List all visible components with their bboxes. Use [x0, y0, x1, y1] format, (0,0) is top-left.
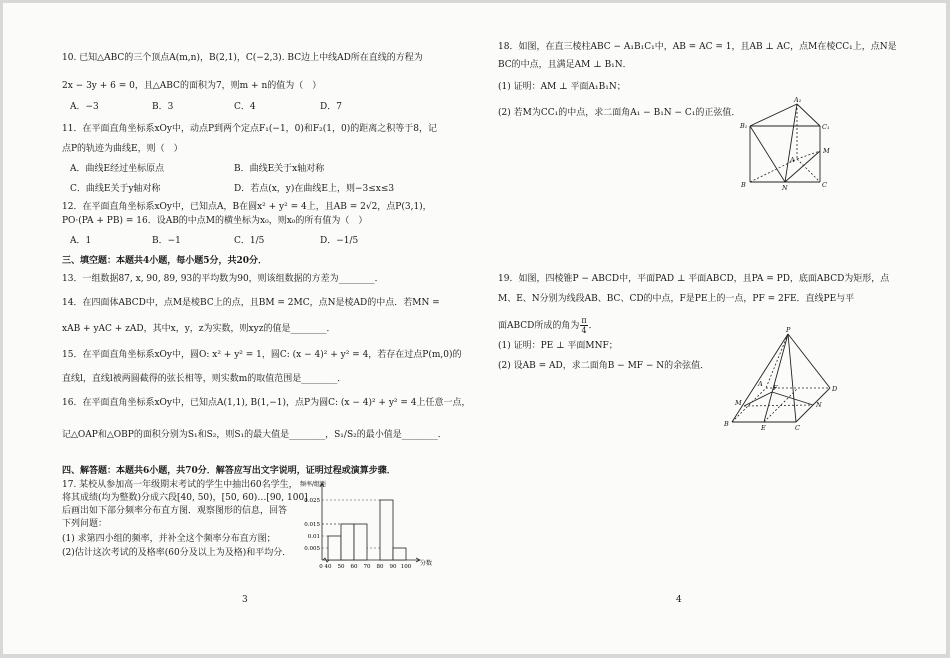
q19-stem-line2: M、E、N分别为线段AB、BC、CD的中点，F是PE上的一点，PF = 2FE．直线PE与平 — [498, 294, 855, 304]
q14-stem-line2: xAB + yAC + zAD，其中x，y，z为实数，则xyz的值是________． — [62, 324, 336, 334]
q11-option-a: A．曲线E经过坐标原点 — [70, 164, 165, 174]
y-tick-label: 0.005 — [304, 546, 320, 552]
hidden-segment-a-m — [797, 151, 820, 159]
q19-part2: (2) 设AB = AD，求二面角B − MF − N的余弦值． — [498, 361, 710, 371]
segment-f-n — [772, 392, 813, 405]
q12-option-d: D．−1/5 — [320, 236, 359, 246]
label-e: E — [761, 424, 766, 430]
segment-p-e — [764, 334, 788, 422]
frequency-histogram — [292, 476, 440, 588]
histogram-bar — [393, 548, 406, 560]
q14-stem-line1: 14．在四面体ABCD中，点M是棱BC上的点，且BM = 2MC，点N是棱AD的中点．若MN = — [62, 298, 440, 308]
q17-line-1: 17. 某校从参加高一年级期末考试的学生中抽出60名学生， — [62, 480, 298, 490]
q10-option-d: D．7 — [320, 102, 342, 112]
q15-stem-line1: 15．在平面直角坐标系xOy中，圆O: x² + y² = 1，圆C: (x − 4)² + y² = 4，若存在过点P(m,0)的 — [62, 350, 462, 360]
q19-line3-text: 面ABCD所成的角为 — [498, 321, 580, 331]
q17-line-4: 下列问题： — [62, 519, 108, 529]
q18-part2: (2) 若M为CC₁的中点，求二面角A₁ − B₁N − C₁的正弦值． — [498, 108, 741, 118]
edge-p-b — [732, 334, 788, 422]
q18-part1: (1) 证明：AM ⊥ 平面A₁B₁N； — [498, 82, 626, 92]
q13-text: 13．一组数据87, x, 90, 89, 93的平均数为90，则该组数据的方差为________． — [62, 274, 384, 284]
label-f: F — [773, 384, 778, 392]
q15-stem-line2: 直线l，直线l被两圆截得的弦长相等，则实数m的取值范围是________． — [62, 374, 347, 384]
x-tick-label: 40 — [324, 564, 332, 570]
label-n: N — [782, 184, 788, 192]
histogram-ylabel: 频率/组距 — [300, 481, 327, 488]
q11-option-b: B．曲线E关于x轴对称 — [234, 164, 325, 174]
edge-p-c — [788, 334, 796, 422]
q19-part1: (1) 证明：PE ⊥ 平面MNF； — [498, 341, 618, 351]
q16-stem-line2: 记△OAP和△OBP的面积分别为S₁和S₂，则S₁的最大值是________，S₁/S₂的最小值是________． — [62, 430, 447, 440]
q16-stem-line1: 16．在平面直角坐标系xOy中，已知点A(1,1), B(1,−1)，点P为圆C: (x − 4)² + y² = 4上任意一点， — [62, 398, 471, 408]
y-tick-label: 0.01 — [307, 534, 320, 540]
label-p: P — [786, 326, 791, 334]
q18-stem-line1: 18．如图，在直三棱柱ABC − A₁B₁C₁中，AB = AC = 1，且AB ⊥ AC，点M在棱CC₁上，点N是 — [498, 42, 897, 52]
hidden-edge-p-a — [766, 334, 788, 388]
label-c: C — [795, 424, 800, 430]
q19-stem-line3 — [498, 316, 598, 335]
label-c1: C₁ — [822, 123, 830, 131]
q10-stem-line1: 10. 已知△ABC的三个顶点A(m,n)，B(2,1)，C(−2,3). BC边上中线AD所在直线的方程为 — [62, 53, 423, 63]
label-n: N — [816, 401, 822, 409]
q17-line-6: (2)估计这次考试的及格率(60分及以上为及格)和平均分． — [62, 548, 292, 558]
label-c: C — [822, 181, 827, 189]
q19-stem-line1: 19．如图，四棱锥P − ABCD中，平面PAD ⊥ 平面ABCD，且PA = PD，底面ABCD为矩形，点 — [498, 274, 890, 284]
scan-edge-left — [0, 0, 3, 658]
x-tick-label: 90 — [389, 564, 397, 570]
q17-line-5: (1) 求第四小组的频率，并补全这个频率分布直方图； — [62, 534, 276, 544]
q18-stem-line2: BC的中点，且满足AM ⊥ B₁N． — [498, 60, 632, 70]
q12-stem-line1: 12．在平面直角坐标系xOy中，已知点A，B在圆x² + y² = 4上，且AB = 2√2，点P(3,1)， — [62, 202, 432, 212]
x-tick-label: 70 — [363, 564, 371, 570]
edge-b1-a1 — [750, 104, 797, 126]
q12-option-a: A．1 — [70, 236, 92, 246]
q10-option-c: C．4 — [234, 102, 256, 112]
histogram-y-ticks — [304, 498, 320, 552]
fraction-denominator: 4 — [581, 326, 587, 335]
hidden-edge-a-c — [797, 159, 820, 182]
q17-line-2: 将其成绩(均为整数)分成六段[40, 50)，[50, 60)…[90, 100] — [62, 493, 308, 503]
label-d: D — [832, 385, 838, 393]
segment-m-f — [744, 392, 772, 406]
y-tick-label: 0.015 — [304, 522, 320, 528]
page-number-right: 4 — [676, 595, 682, 605]
q10-stem-line2: 2x − 3y + 6 = 0，且△ABC的面积为7，则m + n的值为（ ） — [62, 81, 322, 91]
y-tick-label: 0.025 — [304, 498, 320, 504]
label-a1: A₁ — [794, 96, 802, 104]
q12-option-c: C．1/5 — [234, 236, 265, 246]
label-m: M — [735, 399, 742, 407]
q10-option-a: A．−3 — [70, 102, 99, 112]
histogram-bar — [341, 524, 354, 560]
q11-stem-line2: 点P的轨迹为曲线E，则（ ） — [62, 144, 183, 154]
pyramid-figure — [722, 326, 846, 430]
edge-a1-c1 — [797, 104, 820, 126]
q19-angle-fraction — [580, 316, 587, 335]
q11-stem-line1: 11．在平面直角坐标系xOy中，动点P到两个定点F₁(−1，0)和F₂(1，0)的距离之积等于8，记 — [62, 124, 437, 134]
histogram-xlabel: 分数 — [420, 560, 433, 567]
label-b: B — [741, 181, 746, 189]
hidden-segment-m-n — [744, 405, 813, 406]
histogram-x-ticks — [319, 564, 411, 570]
histogram-bar — [380, 500, 393, 560]
histogram-bars — [328, 500, 406, 560]
q12-option-b: B．−1 — [152, 236, 181, 246]
segment-b1-n — [750, 126, 785, 182]
label-b1: B₁ — [740, 122, 748, 130]
edge-p-d — [788, 334, 830, 388]
segment-a1-n — [785, 104, 797, 182]
q17-line-3: 后画出如下部分频率分布直方图．观察图形的信息，回答 — [62, 506, 288, 516]
label-b: B — [724, 420, 729, 428]
q19-line3-end: ． — [588, 321, 598, 331]
x-tick-label: 50 — [337, 564, 345, 570]
histogram-bar — [354, 524, 367, 560]
section3-header: 三、填空题：本题共4小题，每小题5分，共20分． — [62, 256, 268, 266]
scan-edge-right — [946, 0, 950, 658]
q11-option-d: D．若点(x，y)在曲线E上，则−3≤x≤3 — [234, 184, 395, 194]
section4-header: 四、解答题：本题共6小题，共70分．解答应写出文字说明，证明过程或演算步骤． — [62, 466, 396, 476]
q11-option-c: C．曲线E关于y轴对称 — [70, 184, 161, 194]
x-tick-label: 80 — [376, 564, 384, 570]
page-number-left: 3 — [242, 595, 248, 605]
prism-figure — [738, 96, 838, 192]
q12-stem-line2: PO·(PA + PB) = 16．设AB的中点M的横坐标为x₀，则x₀的所有值为（ ） — [62, 216, 368, 226]
label-a: A — [758, 380, 763, 388]
histogram-bar — [328, 536, 341, 560]
label-m: M — [823, 147, 830, 155]
label-a: A — [790, 156, 795, 164]
x-tick-label: 60 — [350, 564, 358, 570]
q10-option-b: B．3 — [152, 102, 174, 112]
x-tick-label: 0 — [319, 564, 323, 570]
x-tick-label: 100 — [400, 564, 412, 570]
fraction-numerator: π — [581, 316, 587, 325]
